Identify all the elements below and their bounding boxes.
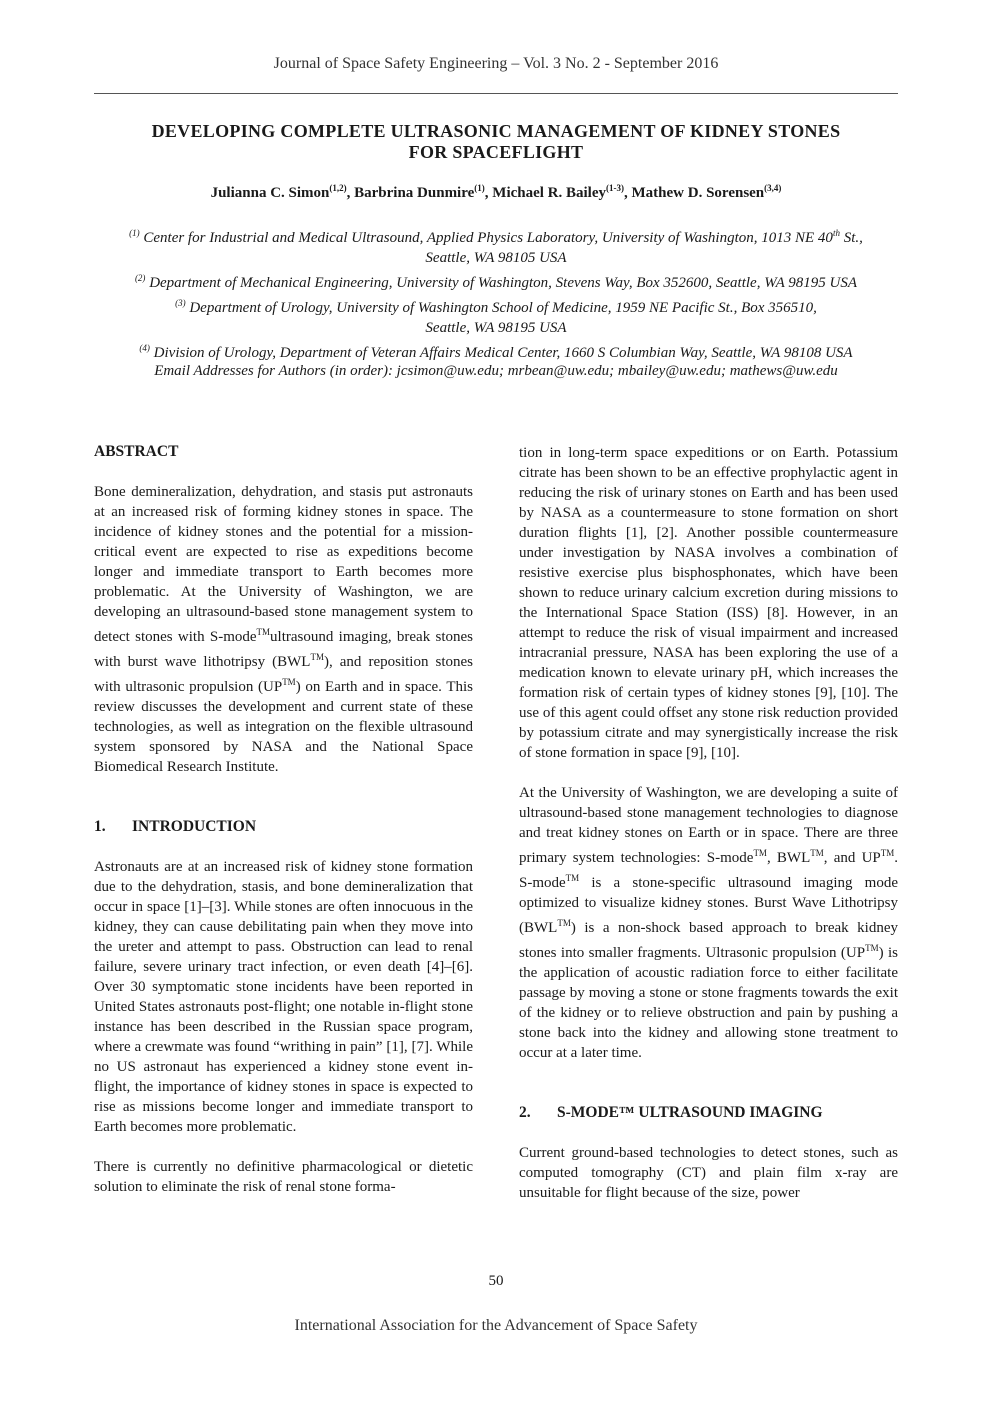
header-rule (94, 93, 898, 94)
intro-paragraph-3: tion in long-term space expeditions or on Earth. Potassium citrate has been shown to be an effective prophylactic agent in reducing the risk of urinary stones on Earth and has been used by NASA as a countermeasure to stone formation on short duration flights [1], [2]. Another possible countermeasure under investigation by NASA involves a combination of resistive exercise plus bisphosphonates, which have been shown to reduce urinary calcium excretion during missions to the International Space Station (ISS) [8]. However, in an attempt to reduce the risk of visual impairment and increased intracranial pressure, NASA has been exploring the use of a medication known to elevate urinary pH, which increases the formation risk of certain types of kidney stones [9], [10]. The use of this agent could offset any stone risk reduction provided by potassium citrate and may synergistically increase the risk of stone formation in space [9], [10]. (519, 445, 898, 761)
affiliation-1: $^{(1)}$ Center for Industrial and Medical Ultrasound, Applied Physics Laboratory, University of Washington, 1013 NE 40th St., (129, 228, 863, 246)
author-emails: Email Addresses for Authors (in order): jcsimon@uw.edu; mrbean@uw.edu; mbailey@uw.edu; mathews@uw.edu (154, 363, 838, 379)
author-4: Mathew D. Sorensen$^{(3,4)}$ (631, 183, 782, 201)
right-column (519, 443, 898, 1223)
paper-title (94, 121, 898, 163)
intro-paragraph-2: There is currently no definitive pharmacological or dietetic solution to eliminate the risk of renal stone forma- (94, 1159, 473, 1195)
affiliations (94, 223, 898, 363)
intro-paragraph-4: At the University of Washington, we are developing a suite of ultrasound-based stone management technologies to diagnose and treat kidney stones on Earth or in space. There are three primary system technologies: S-mode™, BWL™, and UP™. S-mode™ is a stone-specific ultrasound imaging mode optimized to visualize kidney stones. Burst Wave Lithotripsy (BWL™) is a non-shock based approach to break kidney stones into smaller fragments. Ultrasonic propulsion (UP™) is the application of acoustic radiation force to either facilitate passage by moving a stone or stone fragments towards the exit of the kidney or to relieve obstruction and pain by pushing a stone back into the kidney and allowing stone treatment to occur at a later time. (519, 785, 898, 1061)
abstract-heading: ABSTRACT (94, 443, 179, 460)
affiliation-1-line-2: Seattle, WA 98105 USA (425, 250, 567, 266)
affiliation-3-line-2: Seattle, WA 98195 USA (425, 320, 567, 336)
author-2: Barbrina Dunmire$^{(1)}$, (354, 183, 493, 201)
title-line-1: DEVELOPING COMPLETE ULTRASONIC MANAGEMENT OF KIDNEY STONES (151, 121, 841, 141)
author-3: Michael R. Bailey$^{(1-3)}$, (492, 183, 632, 201)
abstract-paragraph: Bone demineralization, dehydration, and stasis put astronauts at an increased risk of forming kidney stones in space. The incidence of kidney stones and the potential for a mission-critical event are expected to rise as expeditions become longer and immediate transport to Earth becomes more problematic. At the University of Washington, we are developing an ultrasound-based stone management system to detect stones with S-mode™ultrasound imaging, break stones with burst wave lithotripsy (BWL™), and reposition stones with ultrasonic propulsion (UP™) on Earth and in space. This review discusses the development and current state of these technologies, as well as integration on the flexible ultrasound system sponsored by NASA and the National Space Biomedical Research Institute. (94, 484, 473, 775)
footer-organization: International Association for the Advancement of Space Safety (294, 1317, 698, 1334)
page-number: 50 (488, 1273, 504, 1289)
left-column (94, 442, 473, 1217)
smode-heading: 2. S-MODE™ ULTRASOUND IMAGING (519, 1104, 823, 1121)
intro-heading: 1. INTRODUCTION (94, 818, 257, 835)
affiliation-3: $^{(3)}$ Department of Urology, University of Washington School of Medicine, 1959 NE Pacific St., Box 356510, (175, 298, 817, 316)
affiliation-2: $^{(2)}$ Department of Mechanical Engineering, University of Washington, Stevens Way, Box 352600, Seattle, WA 98195 USA (134, 273, 858, 291)
affiliation-4: $^{(4)}$ Division of Urology, Department of Veteran Affairs Medical Center, 1660 S Columbian Way, Seattle, WA 98108 USA (139, 343, 853, 361)
journal-header: Journal of Space Safety Engineering – Vol. 3 No. 2 - September 2016 (273, 55, 719, 72)
intro-paragraph-1: Astronauts are at an increased risk of kidney stone formation due to the dehydration, stasis, and bone demineralization that occur in space [1]–[3]. While stones are often innocuous in the kidney, they can cause debilitating pain when they move into the ureter and attempt to pass. Obstruction can lead to renal failure, severe urinary tract infection, or even death [4]–[6]. Over 30 symptomatic stone incidents have been reported in United States astronauts post-flight; one notable in-flight stone instance has been described in the Russian space program, where a crewmate was found “writhing in pain” [1], [7]. While no US astronaut has experienced a kidney stone event in-flight, the importance of kidney stones in space is expected to rise as missions become longer and immediate transport to Earth becomes more problematic. (94, 859, 473, 1135)
title-line-2: FOR SPACEFLIGHT (408, 142, 584, 162)
smode-paragraph-1: Current ground-based technologies to detect stones, such as computed tomography (CT) and plain film x-ray are unsuitable for flight because of the size, power (519, 1145, 898, 1201)
author-list (94, 183, 898, 202)
author-1: Julianna C. Simon$^{(1,2)}$, (210, 183, 355, 201)
